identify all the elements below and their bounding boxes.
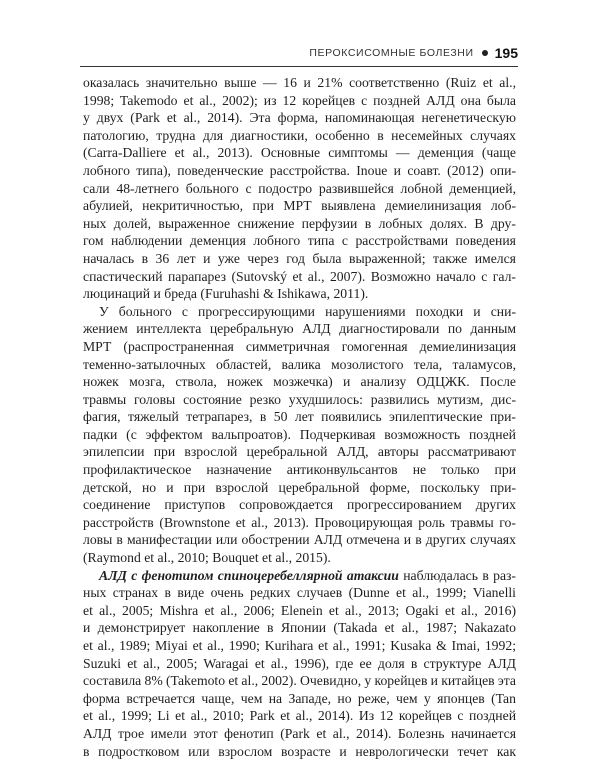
text-line xyxy=(83,567,516,585)
text-line xyxy=(83,180,516,198)
text-line xyxy=(83,443,516,461)
text-line xyxy=(83,391,516,409)
line-text: и демонстрирует накопление в Японии (Takada et al., 1987; Nakazato xyxy=(83,620,516,636)
text-line xyxy=(83,619,516,637)
line-text: патологию, трудна для диагностики, особенно в несемейных случаях xyxy=(83,127,516,143)
line-text: ных странах в виде очень редких случаев (Dunne et al., 1999; Vianelli xyxy=(83,585,516,601)
text-line xyxy=(83,672,516,690)
text-line xyxy=(83,584,516,602)
text-line xyxy=(83,655,516,673)
line-text: люцинаций и бреда (Furuhashi & Ishikawa, 2011). xyxy=(83,286,369,302)
text-line xyxy=(83,162,516,180)
text-line xyxy=(83,549,516,567)
line-text: МРТ (распространенная симметричная гомогенная демиелинизация xyxy=(83,338,516,354)
line-text: ножек мозга, ствола, ножек мозжечка) и анализу ОДЦЖК. После xyxy=(83,374,516,390)
line-text: гом наблюдении деменция лобного типа с расстройствами поведения xyxy=(83,233,516,249)
line-text: фагия, тяжелый тетрапарез, в 50 лет появились эпилептические при- xyxy=(83,409,516,425)
line-text: профилактическое назначение антиконвульсантов не только при xyxy=(83,462,517,478)
text-line xyxy=(83,268,516,286)
line-text: лобного типа), поведенческие расстройства. Inoue и соавт. (2012) опи- xyxy=(83,162,517,178)
text-line xyxy=(83,743,516,760)
text-line xyxy=(83,707,516,725)
text-line xyxy=(83,602,516,620)
section-title: ПЕРОКСИСОМНЫЕ БОЛЕЗНИ xyxy=(309,47,474,59)
line-text: et al., 1999; Li et al., 2010; Park et al., 2014). Из 12 корейцев с поздней xyxy=(83,708,517,724)
text-line xyxy=(83,479,516,497)
running-header xyxy=(80,43,518,63)
text-line xyxy=(83,496,516,514)
line-text: АЛД трое имели этот фенотип (Park et al., 2014). Болезнь начинается xyxy=(83,725,517,741)
body-text xyxy=(83,74,516,760)
text-line xyxy=(83,109,516,127)
line-text: et al., 2005; Mishra et al., 2006; Elenein et al., 2013; Ogaki et al., 2016) xyxy=(83,602,517,618)
line-text: детской, но и при взрослой церебральной форме, поскольку при- xyxy=(83,479,517,495)
line-text: расстройств (Brownstone et al., 2013). Провоцирующая роль травмы го- xyxy=(83,514,516,530)
line-text: началась в 36 лет и уже через год была выраженной; также имелся xyxy=(83,250,516,266)
text-line xyxy=(83,514,516,532)
text-line xyxy=(83,92,516,110)
line-text: сали 48-летнего больного с подостро развившейся лобной деменцией, xyxy=(83,180,516,196)
text-line xyxy=(83,426,516,444)
line-text: 1998; Takemodo et al., 2002); из 12 корейцев с поздней АЛД она была xyxy=(83,92,516,108)
line-text: ных долей, выраженное снижение перфузии в лобных долях. В дру- xyxy=(83,215,516,231)
line-text: Suzuki et al., 2005; Waragai et al., 1996), где ее доля в структуре АЛД xyxy=(83,655,516,671)
line-text: соединение приступов сопровождается прогрессированием других xyxy=(83,497,516,513)
text-line xyxy=(83,197,516,215)
line-text: падки (с эффектом вальпроатов). Подчеркивая возможность поздней xyxy=(83,426,516,442)
header-rule xyxy=(80,66,518,67)
text-line xyxy=(83,303,516,321)
text-line xyxy=(83,285,516,303)
header-bullet-icon xyxy=(482,50,488,56)
line-text: спастический парапарез (Sutovský et al., 2007). Возможно начало с гал- xyxy=(83,268,516,284)
text-line xyxy=(83,725,516,743)
line-text: (Raymond et al., 2010; Bouquet et al., 2015). xyxy=(83,550,331,566)
line-text: форма встречается чаще, чем на Западе, но реже, чем у японцев (Tan xyxy=(83,690,516,706)
text-line xyxy=(83,250,516,268)
text-line xyxy=(83,127,516,145)
line-text: жением интеллекта церебральную АЛД диагностировали по данным xyxy=(83,321,517,337)
line-text: абулией, некритичностью, при МРТ выявлена демиелинизация лоб- xyxy=(83,198,517,214)
text-line xyxy=(83,74,516,92)
text-line xyxy=(83,373,516,391)
italic-term: АЛД с фенотипом спиноцеребеллярной атаксии xyxy=(99,567,399,583)
line-text: et al., 1989; Miyai et al., 1990; Kurihara et al., 1991; Kusaka & Imai, 1992; xyxy=(83,638,516,653)
line-text: составила 8% (Takemoto et al., 2002). Очевидно, у корейцев и китайцев эта xyxy=(83,673,516,689)
text-line xyxy=(83,232,516,250)
text-line xyxy=(83,338,516,356)
line-text: ловы в манифестации или обострении АЛД отмечена и в других случаях xyxy=(83,532,516,548)
line-text: теменно-затылочных областей, валика мозолистого тела, таламусов, xyxy=(83,356,517,372)
line-text: в подростковом или взрослом возрасте и неврологически течет как xyxy=(83,743,516,759)
text-line xyxy=(83,320,516,338)
text-line xyxy=(83,461,516,479)
text-line xyxy=(83,408,516,426)
line-text: травмы головы состояние резко ухудшилось: развились мутизм, дис- xyxy=(83,391,517,407)
text-line xyxy=(83,690,516,708)
line-text: (Carra-Dalliere et al., 2013). Основные симптомы — деменция (чаще xyxy=(83,145,516,161)
text-line xyxy=(83,531,516,549)
page-number: 195 xyxy=(494,45,518,61)
line-text: оказалась значительно выше — 16 и 21% соответственно (Ruiz et al., xyxy=(83,75,517,90)
text-line xyxy=(83,637,516,655)
line-text: у двух (Park et al., 2014). Эта форма, напоминающая негенетическую xyxy=(83,110,516,126)
text-line xyxy=(83,356,516,374)
line-text: У больного с прогрессирующими нарушениями походки и сни- xyxy=(99,303,517,319)
line-text: наблюдалась в раз- xyxy=(398,567,516,583)
text-line xyxy=(83,215,516,233)
line-text: эпилепсии при взрослой церебральной АЛД, авторы рассматривают xyxy=(83,444,516,460)
text-line xyxy=(83,144,516,162)
